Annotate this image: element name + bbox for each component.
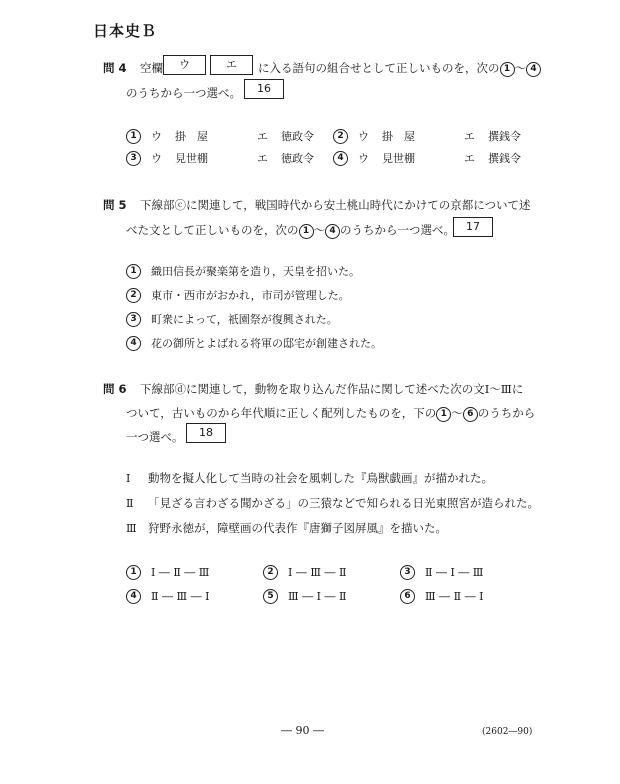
statement-1 bbox=[126, 470, 493, 486]
choice-value-a: 掛 屋 bbox=[175, 130, 208, 143]
choice-range-from: 1 bbox=[299, 224, 314, 239]
choice-range-from: 1 bbox=[436, 407, 451, 422]
choice-number: 1 bbox=[126, 264, 141, 279]
q5-choice-1 bbox=[126, 263, 360, 279]
choice-text: 織田信長が聚楽第を造り，天皇を招いた。 bbox=[151, 265, 360, 278]
q6-choice-4 bbox=[126, 589, 209, 604]
q4-choice-1 bbox=[126, 128, 314, 144]
question-4-pre: 空欄 bbox=[140, 61, 163, 75]
question-6-number: 問 6 bbox=[103, 382, 127, 396]
q5-choice-2 bbox=[126, 287, 350, 303]
choice-value-b: 撰銭令 bbox=[488, 130, 521, 143]
question-4-line2: のうちから一つ選べ。 bbox=[126, 86, 241, 100]
question-4-line1-text: に入る語句の組合せとして正しいものを，次の bbox=[258, 61, 500, 75]
question-6-line1: 下線部ⓓに関連して，動物を取り込んだ作品に関して述べた次の文Ⅰ～Ⅲに bbox=[140, 382, 524, 396]
statement-3 bbox=[126, 520, 447, 536]
choice-text: 町衆によって，祇園祭が復興された。 bbox=[151, 313, 338, 326]
exam-code: (2602―90) bbox=[482, 727, 533, 737]
range-sep: ～ bbox=[514, 61, 526, 75]
choice-range-to: 4 bbox=[526, 62, 541, 77]
choice-label-b: エ bbox=[257, 130, 268, 143]
q4-choice-2 bbox=[333, 128, 521, 144]
q4-choice-4 bbox=[333, 150, 521, 166]
statement-2 bbox=[126, 495, 539, 511]
question-6-line3: 一つ選べ。 bbox=[126, 430, 184, 444]
choice-value-a: 見世棚 bbox=[175, 152, 208, 165]
answer-box-16: 16 bbox=[244, 79, 284, 99]
question-6-line2 bbox=[126, 405, 535, 422]
statement-text: 「見ざる言わざる聞かざる」の三猿などで知られる日光東照宮が造られた。 bbox=[148, 496, 539, 510]
choice-value-b: 徳政令 bbox=[281, 130, 314, 143]
choice-number: 4 bbox=[126, 336, 141, 351]
choice-text: Ⅰ ― Ⅲ ― Ⅱ bbox=[288, 566, 347, 579]
choice-label-a: ウ bbox=[151, 152, 162, 165]
choice-text: Ⅰ ― Ⅱ ― Ⅲ bbox=[151, 566, 210, 579]
choice-number: 2 bbox=[126, 288, 141, 303]
choice-number: 4 bbox=[126, 589, 141, 604]
q5-choice-4 bbox=[126, 335, 382, 351]
choice-value-b: 徳政令 bbox=[281, 152, 314, 165]
question-6-line2-pre: ついて，古いものから年代順に正しく配列したものを，下の bbox=[126, 406, 437, 420]
q5-choice-3 bbox=[126, 311, 338, 327]
q6-choice-1 bbox=[126, 565, 209, 580]
question-6-line2-post: のうちから bbox=[477, 406, 536, 420]
choice-text: 花の御所とよばれる将軍の邸宅が創建された。 bbox=[151, 337, 382, 350]
blank-e-box: エ bbox=[210, 55, 253, 75]
range-sep: ～ bbox=[451, 406, 463, 420]
q4-choice-3 bbox=[126, 150, 314, 166]
question-5-line1: 下線部ⓒに関連して，戦国時代から安土桃山時代にかけての京都について述 bbox=[140, 198, 531, 212]
choice-text: Ⅱ ― Ⅲ ― Ⅰ bbox=[151, 590, 210, 603]
choice-number: 3 bbox=[400, 565, 415, 580]
q6-choice-2 bbox=[263, 565, 346, 580]
choice-number: 6 bbox=[400, 589, 415, 604]
choice-number: 5 bbox=[263, 589, 278, 604]
answer-box-18: 18 bbox=[186, 423, 226, 443]
statement-text: 狩野永徳が，障壁画の代表作『唐獅子図屏風』を描いた。 bbox=[148, 521, 447, 535]
choice-number: 3 bbox=[126, 312, 141, 327]
q6-choice-3 bbox=[400, 565, 483, 580]
choice-label-b: エ bbox=[257, 152, 268, 165]
choice-number: 3 bbox=[126, 151, 141, 166]
choice-text: 東市・西市がおかれ，市司が管理した。 bbox=[151, 289, 350, 302]
choice-number: 2 bbox=[333, 129, 348, 144]
choice-range-from: 1 bbox=[500, 62, 515, 77]
choice-label-b: エ bbox=[464, 130, 475, 143]
choice-label-a: ウ bbox=[358, 152, 369, 165]
question-5-line2-post: のうちから一つ選べ。 bbox=[340, 223, 455, 237]
subject-title: 日本史Ｂ bbox=[93, 22, 158, 40]
choice-text: Ⅲ ― Ⅱ ― Ⅰ bbox=[425, 590, 484, 603]
statement-label: Ⅰ bbox=[126, 472, 131, 485]
statement-label: Ⅱ bbox=[126, 497, 134, 510]
question-4-number: 問 4 bbox=[103, 61, 127, 75]
blank-u-box: ウ bbox=[163, 55, 206, 75]
choice-number: 2 bbox=[263, 565, 278, 580]
answer-box-17: 17 bbox=[453, 217, 493, 237]
statement-label: Ⅲ bbox=[126, 522, 137, 535]
choice-range-to: 6 bbox=[463, 407, 478, 422]
q6-choice-5 bbox=[263, 589, 346, 604]
q6-choice-6 bbox=[400, 589, 483, 604]
statement-text: 動物を擬人化して当時の社会を風刺した『鳥獣戯画』が描かれた。 bbox=[148, 471, 493, 485]
choice-number: 1 bbox=[126, 129, 141, 144]
question-5-number: 問 5 bbox=[103, 198, 127, 212]
choice-text: Ⅱ ― Ⅰ ― Ⅲ bbox=[425, 566, 484, 579]
choice-label-b: エ bbox=[464, 152, 475, 165]
choice-number: 4 bbox=[333, 151, 348, 166]
choice-value-a: 掛 屋 bbox=[382, 130, 415, 143]
choice-label-a: ウ bbox=[358, 130, 369, 143]
question-5-line2 bbox=[126, 222, 455, 239]
question-4-line1 bbox=[258, 60, 541, 77]
choice-label-a: ウ bbox=[151, 130, 162, 143]
choice-range-to: 4 bbox=[325, 224, 340, 239]
range-sep: ～ bbox=[313, 223, 325, 237]
choice-value-b: 撰銭令 bbox=[488, 152, 521, 165]
question-5-line2-pre: べた文として正しいものを，次の bbox=[126, 223, 299, 237]
choice-number: 1 bbox=[126, 565, 141, 580]
page-number: ― 90 ― bbox=[281, 724, 324, 737]
choice-value-a: 見世棚 bbox=[382, 152, 415, 165]
choice-text: Ⅲ ― Ⅰ ― Ⅱ bbox=[288, 590, 347, 603]
